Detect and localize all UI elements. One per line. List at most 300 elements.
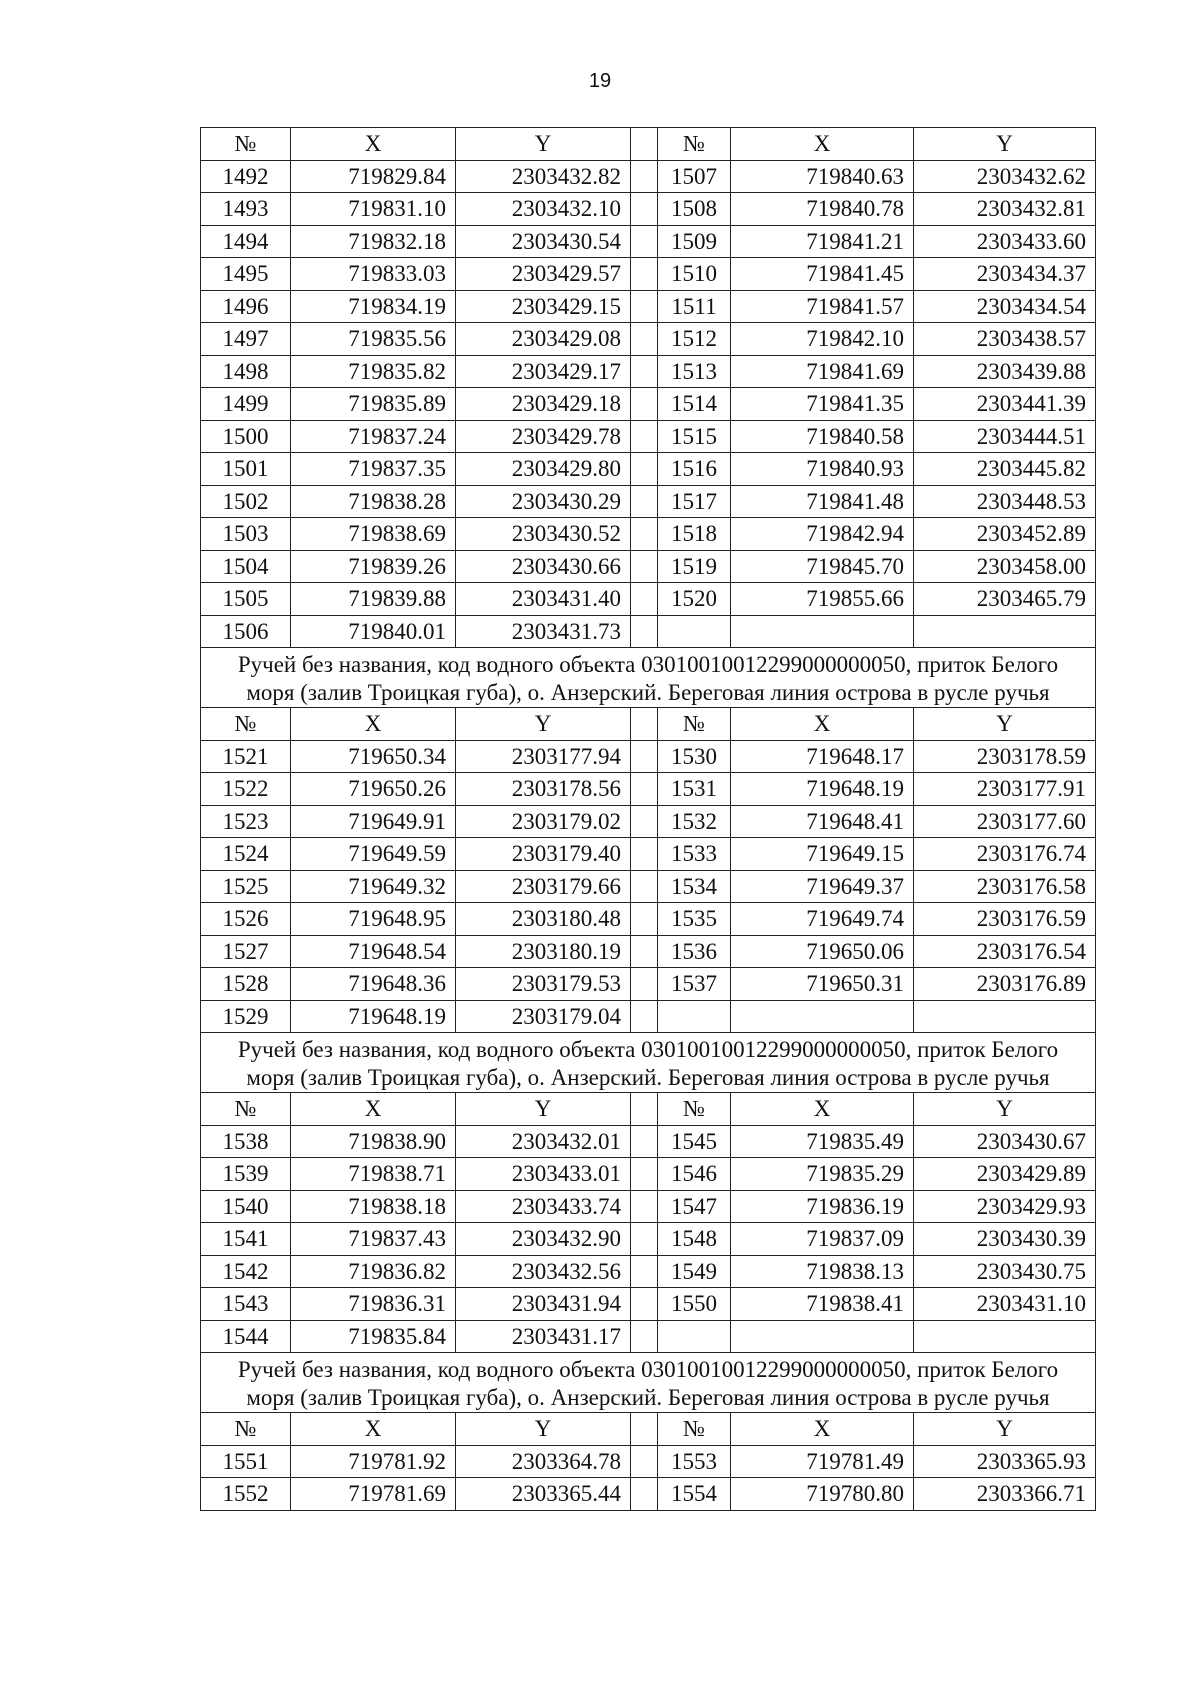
column-gap xyxy=(631,420,658,453)
point-number-cell: 1543 xyxy=(201,1288,291,1321)
column-gap xyxy=(631,323,658,356)
point-number-cell: 1524 xyxy=(201,838,291,871)
table-row xyxy=(201,1125,1096,1158)
y-coordinate-cell: 2303430.39 xyxy=(914,1223,1096,1256)
x-coordinate-cell: 719838.28 xyxy=(291,485,456,518)
column-gap xyxy=(631,518,658,551)
point-number-cell: 1533 xyxy=(658,838,731,871)
table-row xyxy=(201,1000,1096,1033)
y-coordinate-cell: 2303439.88 xyxy=(914,355,1096,388)
column-gap xyxy=(631,1320,658,1353)
point-number-cell: 1532 xyxy=(658,805,731,838)
table-row xyxy=(201,740,1096,773)
x-coordinate-cell: 719841.35 xyxy=(731,388,914,421)
y-coordinate-cell xyxy=(914,615,1096,648)
column-gap xyxy=(631,615,658,648)
x-coordinate-cell xyxy=(731,1320,914,1353)
y-coordinate-cell: 2303180.48 xyxy=(456,903,631,936)
x-coordinate-cell: 719838.18 xyxy=(291,1190,456,1223)
table-row xyxy=(201,355,1096,388)
table-row xyxy=(201,935,1096,968)
column-header-y: Y xyxy=(456,1413,631,1446)
column-header-y: Y xyxy=(456,708,631,741)
x-coordinate-cell: 719835.56 xyxy=(291,323,456,356)
column-gap xyxy=(631,485,658,518)
point-number-cell: 1536 xyxy=(658,935,731,968)
x-coordinate-cell: 719648.36 xyxy=(291,968,456,1001)
column-gap xyxy=(631,838,658,871)
point-number-cell: 1508 xyxy=(658,193,731,226)
column-header-no: № xyxy=(658,1093,731,1126)
x-coordinate-cell: 719649.15 xyxy=(731,838,914,871)
point-number-cell: 1530 xyxy=(658,740,731,773)
x-coordinate-cell: 719840.01 xyxy=(291,615,456,648)
x-coordinate-cell: 719838.90 xyxy=(291,1125,456,1158)
column-header-y: Y xyxy=(456,128,631,161)
point-number-cell: 1553 xyxy=(658,1445,731,1478)
x-coordinate-cell: 719833.03 xyxy=(291,258,456,291)
column-header-no: № xyxy=(201,708,291,741)
point-number-cell: 1545 xyxy=(658,1125,731,1158)
x-coordinate-cell: 719836.31 xyxy=(291,1288,456,1321)
point-number-cell: 1546 xyxy=(658,1158,731,1191)
point-number-cell: 1547 xyxy=(658,1190,731,1223)
x-coordinate-cell: 719649.74 xyxy=(731,903,914,936)
y-coordinate-cell: 2303179.40 xyxy=(456,838,631,871)
column-header-x: X xyxy=(291,1093,456,1126)
table-header-row xyxy=(201,1093,1096,1126)
y-coordinate-cell: 2303429.78 xyxy=(456,420,631,453)
table-row xyxy=(201,1158,1096,1191)
table-row xyxy=(201,225,1096,258)
point-number-cell: 1518 xyxy=(658,518,731,551)
x-coordinate-cell: 719840.63 xyxy=(731,160,914,193)
point-number-cell: 1492 xyxy=(201,160,291,193)
y-coordinate-cell: 2303431.94 xyxy=(456,1288,631,1321)
column-header-no: № xyxy=(658,1413,731,1446)
y-coordinate-cell: 2303429.18 xyxy=(456,388,631,421)
table-header-row xyxy=(201,128,1096,161)
table-row xyxy=(201,160,1096,193)
y-coordinate-cell: 2303430.67 xyxy=(914,1125,1096,1158)
column-gap xyxy=(631,388,658,421)
point-number-cell: 1541 xyxy=(201,1223,291,1256)
x-coordinate-cell xyxy=(731,615,914,648)
column-gap xyxy=(631,225,658,258)
x-coordinate-cell: 719649.91 xyxy=(291,805,456,838)
y-coordinate-cell: 2303430.66 xyxy=(456,550,631,583)
x-coordinate-cell: 719650.34 xyxy=(291,740,456,773)
column-gap xyxy=(631,935,658,968)
y-coordinate-cell: 2303432.82 xyxy=(456,160,631,193)
point-number-cell: 1539 xyxy=(201,1158,291,1191)
point-number-cell: 1514 xyxy=(658,388,731,421)
point-number-cell: 1496 xyxy=(201,290,291,323)
column-gap xyxy=(631,290,658,323)
table-row xyxy=(201,1320,1096,1353)
point-number-cell: 1513 xyxy=(658,355,731,388)
y-coordinate-cell: 2303176.58 xyxy=(914,870,1096,903)
x-coordinate-cell: 719836.19 xyxy=(731,1190,914,1223)
x-coordinate-cell: 719648.41 xyxy=(731,805,914,838)
x-coordinate-cell: 719855.66 xyxy=(731,583,914,616)
x-coordinate-cell: 719831.10 xyxy=(291,193,456,226)
table-row xyxy=(201,323,1096,356)
point-number-cell xyxy=(658,1320,731,1353)
x-coordinate-cell: 719649.37 xyxy=(731,870,914,903)
point-number-cell: 1523 xyxy=(201,805,291,838)
column-gap xyxy=(631,193,658,226)
y-coordinate-cell: 2303458.00 xyxy=(914,550,1096,583)
x-coordinate-cell: 719841.69 xyxy=(731,355,914,388)
x-coordinate-cell: 719841.48 xyxy=(731,485,914,518)
table-row xyxy=(201,870,1096,903)
y-coordinate-cell: 2303433.60 xyxy=(914,225,1096,258)
x-coordinate-cell: 719834.19 xyxy=(291,290,456,323)
y-coordinate-cell: 2303429.17 xyxy=(456,355,631,388)
point-number-cell: 1517 xyxy=(658,485,731,518)
column-gap xyxy=(631,258,658,291)
column-gap xyxy=(631,1413,658,1446)
y-coordinate-cell: 2303180.19 xyxy=(456,935,631,968)
y-coordinate-cell: 2303431.40 xyxy=(456,583,631,616)
section-caption: Ручей без названия, код водного объекта 03010010012299000000050, приток Белого моря (залив Троицкая губа), о. Анзерский. Береговая линия острова в русле ручья xyxy=(201,1033,1096,1093)
y-coordinate-cell: 2303176.59 xyxy=(914,903,1096,936)
y-coordinate-cell: 2303429.15 xyxy=(456,290,631,323)
table-row xyxy=(201,420,1096,453)
column-header-y: Y xyxy=(914,708,1096,741)
y-coordinate-cell: 2303465.79 xyxy=(914,583,1096,616)
table-row xyxy=(201,1478,1096,1511)
point-number-cell: 1542 xyxy=(201,1255,291,1288)
x-coordinate-cell: 719835.84 xyxy=(291,1320,456,1353)
point-number-cell: 1505 xyxy=(201,583,291,616)
y-coordinate-cell: 2303441.39 xyxy=(914,388,1096,421)
y-coordinate-cell: 2303177.94 xyxy=(456,740,631,773)
x-coordinate-cell: 719839.88 xyxy=(291,583,456,616)
column-gap xyxy=(631,1125,658,1158)
table-row xyxy=(201,550,1096,583)
table-row xyxy=(201,1445,1096,1478)
point-number-cell: 1501 xyxy=(201,453,291,486)
section-caption-row xyxy=(201,1353,1096,1413)
x-coordinate-cell: 719648.54 xyxy=(291,935,456,968)
column-gap xyxy=(631,773,658,806)
y-coordinate-cell: 2303448.53 xyxy=(914,485,1096,518)
column-gap xyxy=(631,1158,658,1191)
x-coordinate-cell: 719840.78 xyxy=(731,193,914,226)
column-gap xyxy=(631,128,658,161)
x-coordinate-cell: 719840.58 xyxy=(731,420,914,453)
column-header-x: X xyxy=(291,1413,456,1446)
point-number-cell: 1494 xyxy=(201,225,291,258)
y-coordinate-cell: 2303364.78 xyxy=(456,1445,631,1478)
section-caption-row xyxy=(201,1033,1096,1093)
point-number-cell: 1527 xyxy=(201,935,291,968)
x-coordinate-cell: 719781.92 xyxy=(291,1445,456,1478)
x-coordinate-cell: 719829.84 xyxy=(291,160,456,193)
table-row xyxy=(201,583,1096,616)
point-number-cell: 1550 xyxy=(658,1288,731,1321)
point-number-cell: 1548 xyxy=(658,1223,731,1256)
column-header-no: № xyxy=(201,128,291,161)
point-number-cell: 1516 xyxy=(658,453,731,486)
table-row xyxy=(201,1255,1096,1288)
point-number-cell: 1554 xyxy=(658,1478,731,1511)
y-coordinate-cell: 2303432.10 xyxy=(456,193,631,226)
y-coordinate-cell: 2303431.17 xyxy=(456,1320,631,1353)
x-coordinate-cell: 719650.06 xyxy=(731,935,914,968)
coordinates-table xyxy=(200,127,1096,1511)
x-coordinate-cell: 719841.21 xyxy=(731,225,914,258)
y-coordinate-cell: 2303179.66 xyxy=(456,870,631,903)
x-coordinate-cell: 719650.26 xyxy=(291,773,456,806)
y-coordinate-cell: 2303179.53 xyxy=(456,968,631,1001)
column-header-y: Y xyxy=(914,128,1096,161)
point-number-cell: 1540 xyxy=(201,1190,291,1223)
column-header-y: Y xyxy=(914,1093,1096,1126)
y-coordinate-cell: 2303434.37 xyxy=(914,258,1096,291)
point-number-cell: 1500 xyxy=(201,420,291,453)
column-gap xyxy=(631,805,658,838)
x-coordinate-cell: 719648.19 xyxy=(731,773,914,806)
y-coordinate-cell: 2303444.51 xyxy=(914,420,1096,453)
y-coordinate-cell: 2303430.54 xyxy=(456,225,631,258)
y-coordinate-cell: 2303178.59 xyxy=(914,740,1096,773)
table-row xyxy=(201,290,1096,323)
x-coordinate-cell: 719838.71 xyxy=(291,1158,456,1191)
x-coordinate-cell: 719835.29 xyxy=(731,1158,914,1191)
point-number-cell: 1512 xyxy=(658,323,731,356)
column-gap xyxy=(631,740,658,773)
point-number-cell: 1537 xyxy=(658,968,731,1001)
section-caption: Ручей без названия, код водного объекта 03010010012299000000050, приток Белого моря (залив Троицкая губа), о. Анзерский. Береговая линия острова в русле ручья xyxy=(201,648,1096,708)
column-gap xyxy=(631,583,658,616)
point-number-cell: 1525 xyxy=(201,870,291,903)
point-number-cell: 1511 xyxy=(658,290,731,323)
y-coordinate-cell: 2303365.93 xyxy=(914,1445,1096,1478)
y-coordinate-cell: 2303433.74 xyxy=(456,1190,631,1223)
point-number-cell: 1520 xyxy=(658,583,731,616)
y-coordinate-cell: 2303176.54 xyxy=(914,935,1096,968)
table-row xyxy=(201,388,1096,421)
point-number-cell: 1538 xyxy=(201,1125,291,1158)
table-row xyxy=(201,193,1096,226)
x-coordinate-cell: 719838.13 xyxy=(731,1255,914,1288)
column-gap xyxy=(631,1223,658,1256)
y-coordinate-cell: 2303429.80 xyxy=(456,453,631,486)
column-gap xyxy=(631,1288,658,1321)
table-row xyxy=(201,773,1096,806)
y-coordinate-cell: 2303176.74 xyxy=(914,838,1096,871)
column-gap xyxy=(631,453,658,486)
x-coordinate-cell: 719648.19 xyxy=(291,1000,456,1033)
table-row xyxy=(201,838,1096,871)
y-coordinate-cell: 2303445.82 xyxy=(914,453,1096,486)
x-coordinate-cell: 719837.43 xyxy=(291,1223,456,1256)
table-row xyxy=(201,1190,1096,1223)
x-coordinate-cell: 719838.69 xyxy=(291,518,456,551)
column-header-y: Y xyxy=(456,1093,631,1126)
coordinates-table-body xyxy=(201,128,1096,1511)
column-gap xyxy=(631,1478,658,1511)
column-gap xyxy=(631,1445,658,1478)
point-number-cell: 1551 xyxy=(201,1445,291,1478)
x-coordinate-cell: 719841.45 xyxy=(731,258,914,291)
table-row xyxy=(201,805,1096,838)
point-number-cell: 1522 xyxy=(201,773,291,806)
column-header-x: X xyxy=(291,708,456,741)
point-number-cell: 1535 xyxy=(658,903,731,936)
point-number-cell: 1503 xyxy=(201,518,291,551)
x-coordinate-cell: 719842.10 xyxy=(731,323,914,356)
point-number-cell: 1529 xyxy=(201,1000,291,1033)
point-number-cell: 1498 xyxy=(201,355,291,388)
column-header-no: № xyxy=(658,708,731,741)
column-header-no: № xyxy=(201,1093,291,1126)
point-number-cell: 1504 xyxy=(201,550,291,583)
section-caption: Ручей без названия, код водного объекта 03010010012299000000050, приток Белого моря (залив Троицкая губа), о. Анзерский. Береговая линия острова в русле ручья xyxy=(201,1353,1096,1413)
table-header-row xyxy=(201,1413,1096,1446)
x-coordinate-cell: 719836.82 xyxy=(291,1255,456,1288)
y-coordinate-cell: 2303429.57 xyxy=(456,258,631,291)
y-coordinate-cell: 2303179.02 xyxy=(456,805,631,838)
column-gap xyxy=(631,1255,658,1288)
y-coordinate-cell: 2303431.10 xyxy=(914,1288,1096,1321)
x-coordinate-cell: 719845.70 xyxy=(731,550,914,583)
x-coordinate-cell: 719650.31 xyxy=(731,968,914,1001)
point-number-cell: 1526 xyxy=(201,903,291,936)
y-coordinate-cell: 2303366.71 xyxy=(914,1478,1096,1511)
section-caption-row xyxy=(201,648,1096,708)
point-number-cell: 1528 xyxy=(201,968,291,1001)
x-coordinate-cell: 719838.41 xyxy=(731,1288,914,1321)
column-header-x: X xyxy=(291,128,456,161)
page-number: 19 xyxy=(588,70,612,92)
x-coordinate-cell: 719832.18 xyxy=(291,225,456,258)
point-number-cell: 1493 xyxy=(201,193,291,226)
x-coordinate-cell: 719839.26 xyxy=(291,550,456,583)
column-gap xyxy=(631,1093,658,1126)
column-header-y: Y xyxy=(914,1413,1096,1446)
x-coordinate-cell: 719835.49 xyxy=(731,1125,914,1158)
x-coordinate-cell: 719649.32 xyxy=(291,870,456,903)
column-header-x: X xyxy=(731,128,914,161)
point-number-cell: 1521 xyxy=(201,740,291,773)
y-coordinate-cell: 2303429.08 xyxy=(456,323,631,356)
x-coordinate-cell: 719840.93 xyxy=(731,453,914,486)
table-row xyxy=(201,903,1096,936)
column-header-x: X xyxy=(731,1093,914,1126)
point-number-cell xyxy=(658,1000,731,1033)
column-header-x: X xyxy=(731,1413,914,1446)
x-coordinate-cell: 719781.49 xyxy=(731,1445,914,1478)
point-number-cell: 1507 xyxy=(658,160,731,193)
y-coordinate-cell: 2303432.81 xyxy=(914,193,1096,226)
x-coordinate-cell: 719835.89 xyxy=(291,388,456,421)
point-number-cell: 1509 xyxy=(658,225,731,258)
point-number-cell: 1515 xyxy=(658,420,731,453)
point-number-cell: 1502 xyxy=(201,485,291,518)
x-coordinate-cell: 719648.17 xyxy=(731,740,914,773)
point-number-cell: 1506 xyxy=(201,615,291,648)
y-coordinate-cell: 2303430.75 xyxy=(914,1255,1096,1288)
point-number-cell: 1519 xyxy=(658,550,731,583)
x-coordinate-cell: 719781.69 xyxy=(291,1478,456,1511)
column-header-no: № xyxy=(658,128,731,161)
y-coordinate-cell: 2303177.60 xyxy=(914,805,1096,838)
y-coordinate-cell: 2303452.89 xyxy=(914,518,1096,551)
point-number-cell: 1531 xyxy=(658,773,731,806)
table-row xyxy=(201,1288,1096,1321)
point-number-cell: 1549 xyxy=(658,1255,731,1288)
y-coordinate-cell: 2303430.29 xyxy=(456,485,631,518)
column-gap xyxy=(631,903,658,936)
y-coordinate-cell: 2303177.91 xyxy=(914,773,1096,806)
x-coordinate-cell: 719835.82 xyxy=(291,355,456,388)
column-gap xyxy=(631,1190,658,1223)
y-coordinate-cell: 2303431.73 xyxy=(456,615,631,648)
y-coordinate-cell: 2303432.56 xyxy=(456,1255,631,1288)
y-coordinate-cell: 2303365.44 xyxy=(456,1478,631,1511)
x-coordinate-cell xyxy=(731,1000,914,1033)
point-number-cell: 1552 xyxy=(201,1478,291,1511)
column-gap xyxy=(631,1000,658,1033)
table-row xyxy=(201,518,1096,551)
table-row xyxy=(201,485,1096,518)
column-gap xyxy=(631,708,658,741)
y-coordinate-cell: 2303434.54 xyxy=(914,290,1096,323)
y-coordinate-cell xyxy=(914,1320,1096,1353)
y-coordinate-cell: 2303179.04 xyxy=(456,1000,631,1033)
x-coordinate-cell: 719837.24 xyxy=(291,420,456,453)
y-coordinate-cell: 2303438.57 xyxy=(914,323,1096,356)
x-coordinate-cell: 719648.95 xyxy=(291,903,456,936)
y-coordinate-cell: 2303432.90 xyxy=(456,1223,631,1256)
y-coordinate-cell: 2303176.89 xyxy=(914,968,1096,1001)
column-gap xyxy=(631,355,658,388)
column-header-no: № xyxy=(201,1413,291,1446)
y-coordinate-cell: 2303430.52 xyxy=(456,518,631,551)
y-coordinate-cell: 2303429.89 xyxy=(914,1158,1096,1191)
column-gap xyxy=(631,968,658,1001)
y-coordinate-cell: 2303178.56 xyxy=(456,773,631,806)
point-number-cell: 1499 xyxy=(201,388,291,421)
y-coordinate-cell: 2303432.62 xyxy=(914,160,1096,193)
y-coordinate-cell: 2303433.01 xyxy=(456,1158,631,1191)
y-coordinate-cell: 2303429.93 xyxy=(914,1190,1096,1223)
x-coordinate-cell: 719649.59 xyxy=(291,838,456,871)
x-coordinate-cell: 719841.57 xyxy=(731,290,914,323)
table-row xyxy=(201,615,1096,648)
point-number-cell: 1497 xyxy=(201,323,291,356)
table-row xyxy=(201,258,1096,291)
column-gap xyxy=(631,160,658,193)
x-coordinate-cell: 719842.94 xyxy=(731,518,914,551)
point-number-cell: 1534 xyxy=(658,870,731,903)
column-gap xyxy=(631,870,658,903)
x-coordinate-cell: 719837.35 xyxy=(291,453,456,486)
table-header-row xyxy=(201,708,1096,741)
y-coordinate-cell xyxy=(914,1000,1096,1033)
point-number-cell xyxy=(658,615,731,648)
table-row xyxy=(201,968,1096,1001)
point-number-cell: 1544 xyxy=(201,1320,291,1353)
x-coordinate-cell: 719837.09 xyxy=(731,1223,914,1256)
column-gap xyxy=(631,550,658,583)
column-header-x: X xyxy=(731,708,914,741)
point-number-cell: 1510 xyxy=(658,258,731,291)
